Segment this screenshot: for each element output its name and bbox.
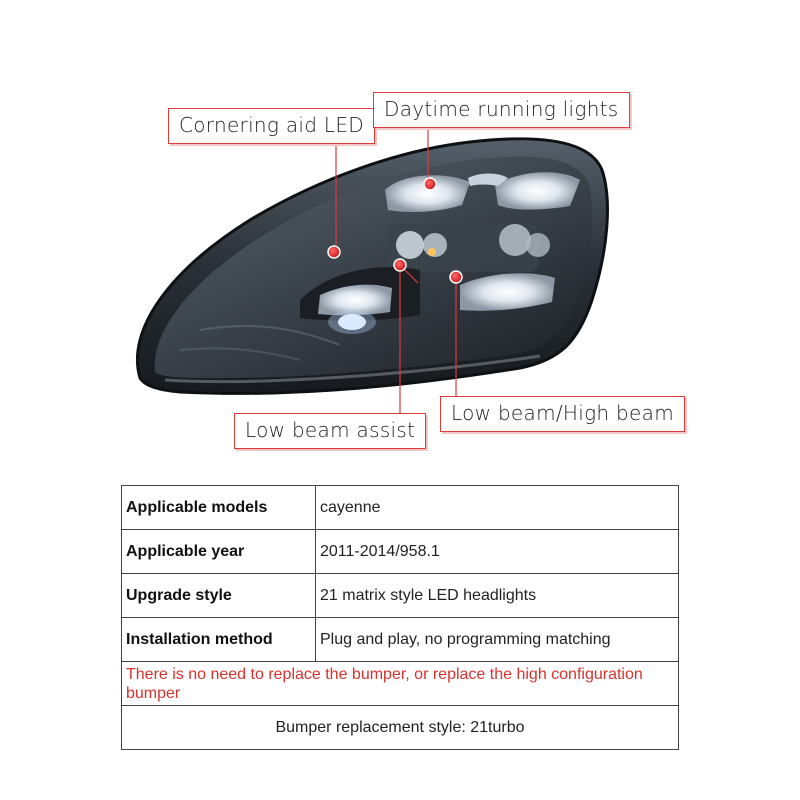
specs-table	[121, 485, 679, 750]
callout-cornering-aid-led: Cornering aid LED	[168, 108, 375, 144]
spec-label: Installation method	[122, 618, 316, 662]
drl-marker	[424, 178, 436, 190]
spec-label: Upgrade style	[122, 574, 316, 618]
table-row	[122, 530, 679, 574]
spec-label: Applicable year	[122, 530, 316, 574]
table-row	[122, 706, 679, 750]
callout-low-high-beam: Low beam/High beam	[440, 396, 685, 432]
bumper-note: There is no need to replace the bumper, or replace the high configuration bumper	[122, 662, 679, 706]
callout-low-beam-assist: Low beam assist	[234, 413, 426, 449]
spec-label: Applicable models	[122, 486, 316, 530]
table-row	[122, 662, 679, 706]
bumper-style: Bumper replacement style: 21turbo	[122, 706, 679, 750]
table-row	[122, 486, 679, 530]
table-row	[122, 574, 679, 618]
cornering-marker	[328, 246, 340, 258]
callout-daytime-running-lights: Daytime running lights	[373, 92, 630, 128]
low-beam-assist-marker	[394, 259, 406, 271]
spec-value: cayenne	[316, 486, 679, 530]
low-high-beam-marker	[450, 271, 462, 283]
spec-value: 2011-2014/958.1	[316, 530, 679, 574]
table-row	[122, 618, 679, 662]
spec-value: Plug and play, no programming matching	[316, 618, 679, 662]
spec-value: 21 matrix style LED headlights	[316, 574, 679, 618]
